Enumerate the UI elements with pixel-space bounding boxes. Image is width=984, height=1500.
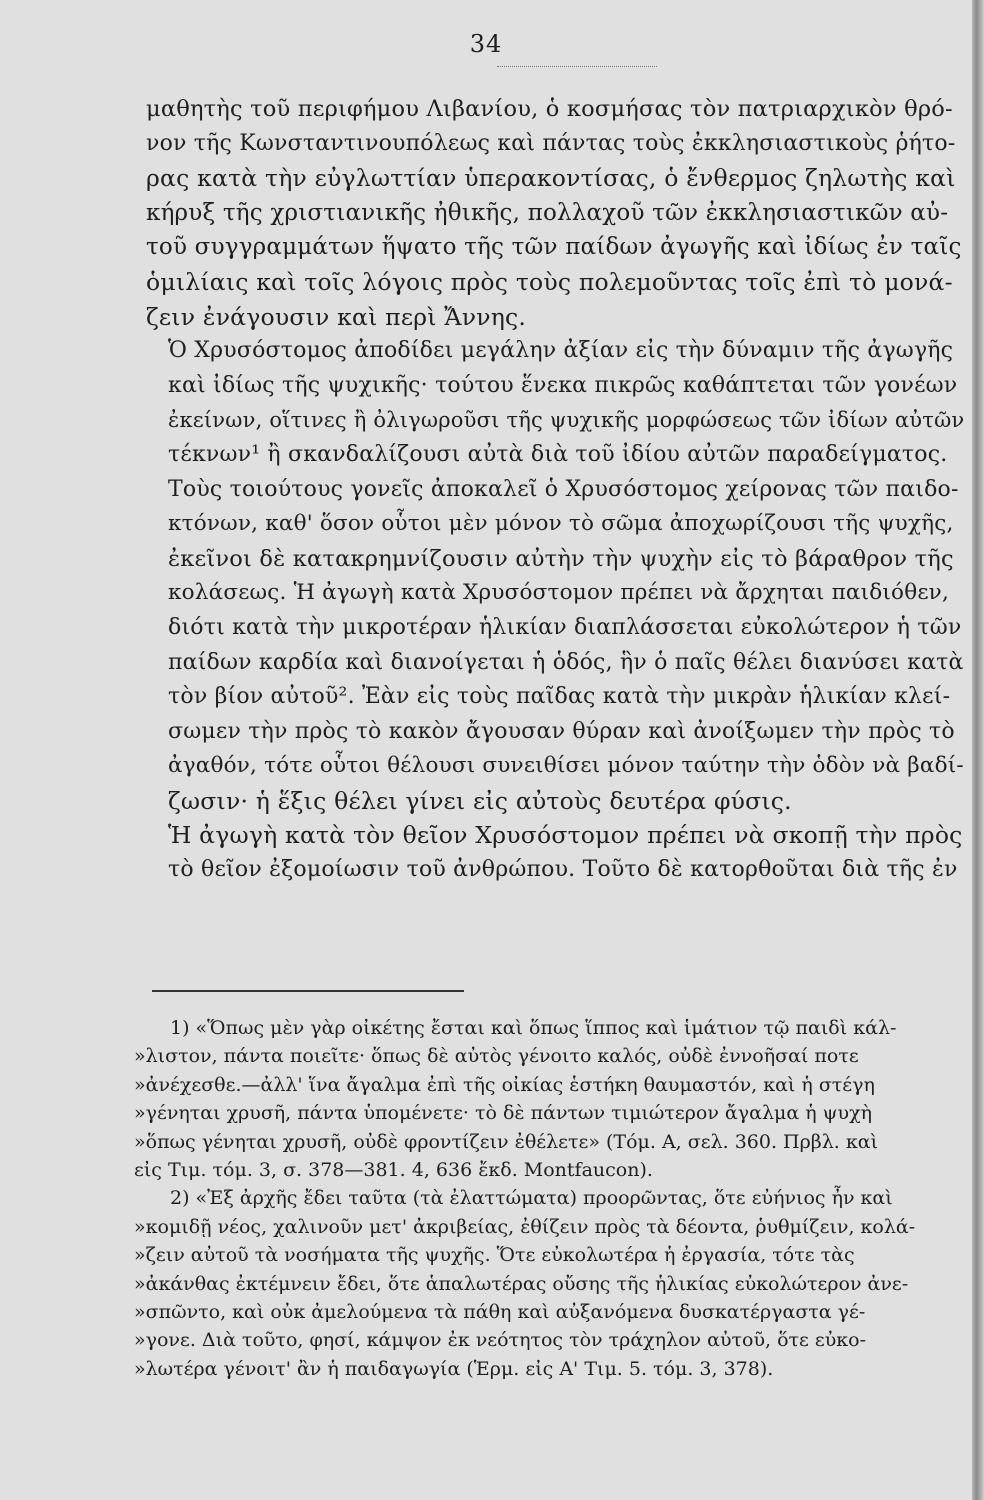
text-line: ὁμιλίαις καὶ τοῖς λόγοις πρὸς τοὺς πολεμοῦντας τοῖς ἐπὶ τὸ μονά- — [146, 267, 953, 296]
paragraph-2 — [146, 334, 964, 818]
footnote-line: »ἀκάνθας ἐκτέμνειν ἔδει, ὅτε ἁπαλωτέρας οὔσης τῆς ἡλικίας εὐκολώτερον ἀνε- — [134, 1272, 909, 1295]
page-edge — [972, 0, 984, 1500]
text-line: ἐκείνων, οἵτινες ἢ ὀλιγωροῦσι τῆς ψυχικῆς μορφώσεως τῶν ἰδίων αὐτῶν — [168, 408, 964, 433]
text-line: τοῦ συγγραμμάτων ἥψατο τῆς τῶν παίδων ἀγωγῆς καὶ ἰδίως ἐν ταῖς — [146, 234, 962, 261]
text-line: Ἡ ἀγωγὴ κατὰ τὸν θεῖον Χρυσόστομον πρέπει νὰ σκοπῇ τὴν πρὸς — [168, 821, 963, 850]
text-line: ἀγαθόν, τότε οὗτοι θέλουσι συνειθίσει μόνον ταύτην τὴν ὁδὸν νὰ βαδί- — [168, 753, 964, 779]
text-line: κτόνων, καθ' ὅσον οὗτοι μὲν μόνον τὸ σῶμα ἀποχωρίζουσι τῆς ψυχῆς, — [168, 511, 954, 537]
text-line: παίδων καρδία καὶ διανοίγεται ἡ ὁδός, ἣν ὁ παῖς θέλει διανύσει κατὰ — [168, 649, 964, 675]
footnotes — [134, 1014, 964, 1383]
footnote-line: »γονε. Διὰ τοῦτο, φησί, κάμψον ἐκ νεότητος τὸν τράχηλον αὐτοῦ, ὅτε εὐκο- — [134, 1329, 867, 1352]
text-line: ζωσιν· ἡ ἕξις θέλει γίνει εἰς αὐτοὺς δευτέρα φύσις. — [168, 786, 792, 815]
text-line: τὸν βίον αὐτοῦ². Ἐὰν εἰς τοὺς παῖδας κατὰ τὴν μικρὰν ἡλικίαν κλεί- — [168, 684, 951, 710]
page-number: 34 — [469, 30, 503, 58]
text-line: Τοὺς τοιούτους γονεῖς ἀποκαλεῖ ὁ Χρυσόστομος χείρονας τῶν παιδο- — [168, 476, 959, 502]
text-line: κήρυξ τῆς χριστιανικῆς ἠθικῆς, πολλαχοῦ τῶν ἐκκλησιαστικῶν αὐ- — [146, 199, 949, 226]
footnote-2 — [134, 1184, 964, 1383]
text-line: νον τῆς Κωνσταντινουπόλεως καὶ πάντας τοὺς ἐκκλησιαστικοὺς ῥήτο- — [146, 130, 956, 156]
header-rule — [497, 66, 657, 67]
footnote-line: 2) «Ἐξ ἀρχῆς ἔδει ταῦτα (τὰ ἐλαττώματα) προορῶντας, ὅτε εὐήνιος ἦν καὶ — [170, 1187, 893, 1210]
footnote-separator — [152, 990, 464, 992]
text-line: σωμεν τὴν πρὸς τὸ κακὸν ἄγουσαν θύραν καὶ ἀνοίξωμεν τὴν πρὸς τὸ — [168, 718, 955, 744]
footnote-line: »ὅπως γένηται χρυσῆ, οὐδὲ φροντίζειν ἐθέλετε» (Τόμ. Α, σελ. 360. Πρβλ. καὶ — [134, 1130, 879, 1153]
paragraph-1 — [146, 92, 964, 334]
text-line: καὶ ἰδίως τῆς ψυχικῆς· τούτου ἕνεκα πικρῶς καθάπτεται τῶν γονέων — [168, 372, 958, 398]
text-line: ρας κατὰ τὴν εὐγλωττίαν ὑπερακοντίσας, ὁ ἔνθερμος ζηλωτὴς καὶ — [146, 164, 956, 193]
footnote-line: »ζειν αὐτοῦ τὰ νοσήματα τῆς ψυχῆς. Ὅτε εὐκολωτέρα ἡ ἐργασία, τότε τὰς — [134, 1244, 855, 1267]
text-line: τὸ θεῖον ἐξομοίωσιν τοῦ ἀνθρώπου. Τοῦτο δὲ κατορθοῦται διὰ τῆς ἐν — [168, 857, 958, 883]
text-line: Ὁ Χρυσόστομος ἀποδίδει μεγάλην ἀξίαν εἰς τὴν δύναμιν τῆς ἀγωγῆς — [168, 338, 954, 364]
footnote-line: »κομιδῇ νέος, χαλινοῦν μετ' ἀκριβείας, ἐθίζειν πρὸς τὰ δέοντα, ῥυθμίζειν, κολά- — [134, 1215, 916, 1238]
text-line: κολάσεως. Ἡ ἀγωγὴ κατὰ Χρυσόστομον πρέπει νὰ ἄρχηται παιδιόθεν, — [168, 580, 949, 606]
footnote-1 — [134, 1014, 964, 1184]
footnote-line: »λωτέρα γένοιτ' ἂν ἡ παιδαγωγία (Ἑρμ. εἰς Α' Τιμ. 5. τόμ. 3, 378). — [134, 1357, 774, 1380]
text-line: μαθητὴς τοῦ περιφήμου Λιβανίου, ὁ κοσμήσας τὸν πατριαρχικὸν θρό- — [146, 96, 953, 122]
text-line: τέκνων¹ ἢ σκανδαλίζουσι αὐτὰ διὰ τοῦ ἰδίου αὐτῶν παραδείγματος. — [168, 441, 948, 467]
text-line: ἐκεῖνοι δὲ κατακρημνίζουσιν αὐτὴν τὴν ψυχὴν εἰς τὸ βάραθρον τῆς — [168, 545, 954, 572]
footnote-line: »ἀνέχεσθε.—ἀλλ' ἵνα ἄγαλμα ἐπὶ τῆς οἰκίας ἑστήκη θαυμαστόν, καὶ ἡ στέγη — [134, 1073, 875, 1096]
footnote-line: »σπῶντο, καὶ οὐκ ἀμελούμενα τὰ πάθη καὶ αὐξανόμενα δυσκατέργαστα γέ- — [134, 1301, 866, 1324]
footnote-line: εἰς Τιμ. τόμ. 3, σ. 378—381. 4, 636 ἔκδ. Montfaucon). — [134, 1159, 653, 1182]
footnote-line: »γένηται χρυσῆ, πάντα ὑπομένετε· τὸ δὲ πάντων τιμιώτερον ἄγαλμα ἡ ψυχὴ — [134, 1102, 872, 1125]
text-line: ζειν ἐνάγουσιν καὶ περὶ Ἄννης. — [146, 302, 527, 331]
paragraph-3 — [146, 818, 964, 887]
text-line: διότι κατὰ τὴν μικροτέραν ἡλικίαν διαπλάσσεται εὐκολώτερον ἡ τῶν — [168, 614, 962, 640]
footnote-line: »λιστον, πάντα ποιεῖτε· ὅπως δὲ αὐτὸς γένοιτο καλός, οὐδὲ ἐννοῆσαί ποτε — [134, 1045, 859, 1068]
main-text — [146, 92, 964, 888]
footnote-line: 1) «Ὅπως μὲν γὰρ οἰκέτης ἔσται καὶ ὅπως ἵππος καὶ ἱμάτιον τῷ παιδὶ κάλ- — [170, 1017, 897, 1039]
